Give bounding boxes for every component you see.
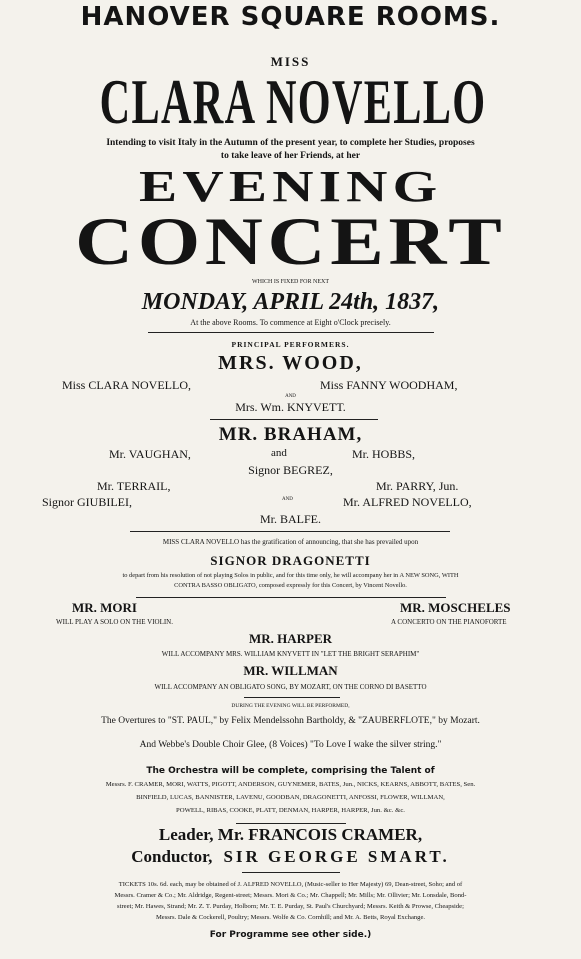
and-connector-1: AND: [285, 394, 296, 399]
mori-desc: WILL PLAY A SOLO ON THE VIOLIN.: [56, 618, 173, 626]
divider-5: [244, 697, 340, 698]
moscheles-desc: A CONCERTO ON THE PIANOFORTE: [391, 618, 507, 626]
mr-hobbs: Mr. HOBBS,: [352, 447, 416, 461]
mr-parry: Mr. PARRY, Jun.: [376, 479, 459, 493]
miss-novello: Miss CLARA NOVELLO,: [62, 378, 192, 392]
overtures-line: The Overtures to "ST. PAUL," by Felix Mendelssohn Bartholdy, & "ZAUBERFLOTE," by Mozart.: [101, 716, 480, 726]
divider-2: [210, 419, 378, 420]
divider-1: [148, 332, 434, 333]
divider-4: [136, 597, 446, 598]
orchestra-heading: The Orchestra will be complete, comprising the Talent of: [146, 766, 435, 776]
concert-heading-wrap: [0, 203, 581, 279]
evening-heading: EVENING: [138, 162, 443, 211]
fixed-note: WHICH IS FIXED FOR NEXT: [252, 279, 329, 285]
programme-note: For Programme see other side.): [209, 930, 372, 940]
announce-line: MISS CLARA NOVELLO has the gratification of announcing, that she has prevailed upon: [162, 538, 419, 546]
tickets-line-1: TICKETS 10s. 6d. each, may be obtained of J. ALFRED NOVELLO, (Music-seller to Her Majesty) 69, Dean-street, Soho; and of: [118, 881, 463, 888]
conductor-label: Conductor,: [131, 847, 213, 866]
signor-dragonetti: SIGNOR DRAGONETTI: [210, 553, 371, 568]
glee-line: And Webbe's Double Choir Glee, (8 Voices) "To Love I wake the silver string.": [139, 740, 442, 750]
mr-willman: MR. WILLMAN: [243, 663, 338, 678]
intro-line-2: to take leave of her Friends, at her: [220, 151, 361, 161]
concert-heading: CONCERT: [74, 203, 507, 279]
mr-mori: MR. MORI: [72, 600, 137, 615]
tickets-line-4: Messrs. Dale & Cockerell, Poultry; Messrs. Wolfe & Co. Cornhill; and Mr. A. Betts, Royal Exchange.: [155, 914, 426, 921]
mr-harper: MR. HARPER: [248, 631, 333, 646]
divider-3: [130, 531, 450, 532]
mr-braham: MR. BRAHAM,: [218, 424, 363, 445]
mr-vaughan: Mr. VAUGHAN,: [109, 447, 191, 461]
depart-line-1: to depart from his resolution of not playing Solos in public, and for this time only, he will accompany her in A NEW SONG, WITH: [122, 572, 459, 579]
mrs-wood: MRS. WOOD,: [218, 352, 363, 374]
signor-giubilei: Signor GIUBILEI,: [42, 495, 132, 509]
concert-date: MONDAY, APRIL 24th, 1837,: [141, 289, 440, 315]
leader-line: Leader, Mr. FRANCOIS CRAMER,: [158, 825, 423, 844]
mr-terrail: Mr. TERRAIL,: [97, 479, 171, 493]
divider-6: [236, 823, 346, 824]
and-connector-2: AND: [282, 497, 293, 502]
artist-heading: CLARA NOVELLO: [99, 66, 487, 137]
miss-woodham: Miss FANNY WOODHAM,: [320, 378, 458, 392]
artist-heading-wrap: [0, 66, 581, 137]
mr-moscheles: MR. MOSCHELES: [400, 600, 511, 615]
mr-alfred-novello: Mr. ALFRED NOVELLO,: [343, 495, 472, 509]
tickets-line-3: street; Mr. Hawes, Strand; Mr. Z. T. Purday, Holborn; Mr. T. E. Purday, St. Paul's Churchyard; Messrs. Keith & Prowse, Cheapside;: [117, 903, 464, 910]
tickets-line-2: Messrs. Cramer & Co.; Mr. Aldridge, Regent-street; Messrs. Mori & Co.; Mr. Chappell; Mr. Mills; Mr. Ollivier; Mr. Lonsdale, Bond-: [114, 892, 467, 899]
talent-line-2: BINFIELD, LUCAS, BANNISTER, LAVENU, GOODBAN, DRAGONETTI, ANFOSSI, FLOWER, WILLMAN,: [136, 794, 445, 801]
harper-desc: WILL ACCOMPANY MRS. WILLIAM KNYVETT IN "LET THE BRIGHT SERAPHIM": [161, 650, 420, 658]
during-evening: DURING THE EVENING WILL BE PERFORMED,: [231, 703, 350, 709]
conductor-name: SIR GEORGE SMART.: [223, 847, 450, 866]
mr-balfe: Mr. BALFE.: [259, 512, 321, 526]
miss-label: MISS: [270, 54, 311, 69]
depart-line-2: CONTRA BASSO OBLIGATO, composed expressly for this Concert, by Vincent Novello.: [174, 582, 407, 589]
signor-begrez: Signor BEGREZ,: [248, 463, 333, 477]
venue-heading: HANOVER SQUARE ROOMS.: [80, 2, 501, 32]
willman-desc: WILL ACCOMPANY AN OBLIGATO SONG, BY MOZART, ON THE CORNO DI BASETTO: [154, 683, 427, 691]
mrs-knyvett: Mrs. Wm. KNYVETT.: [235, 400, 346, 414]
divider-7: [242, 872, 340, 873]
talent-line-1: Messrs. F. CRAMER, MORI, WATTS, PIGOTT, ANDERSON, GUYNEMER, BATES, Jun., NICKS, KEARNS, ABBOTT, BATES, Sen.: [105, 781, 476, 788]
commence-note: At the above Rooms. To commence at Eight o'Clock precisely.: [190, 318, 391, 327]
principal-heading: PRINCIPAL PERFORMERS.: [231, 340, 350, 349]
conductor-line: [0, 848, 581, 865]
intro-line-1: Intending to visit Italy in the Autumn of the present year, to complete her Studies, proposes: [106, 138, 475, 148]
and-word-1: and: [271, 447, 287, 459]
talent-line-3: POWELL, RIBAS, COOKE, PLATT, DENMAN, HARPER, HARPER, Jun. &c. &c.: [176, 807, 405, 814]
